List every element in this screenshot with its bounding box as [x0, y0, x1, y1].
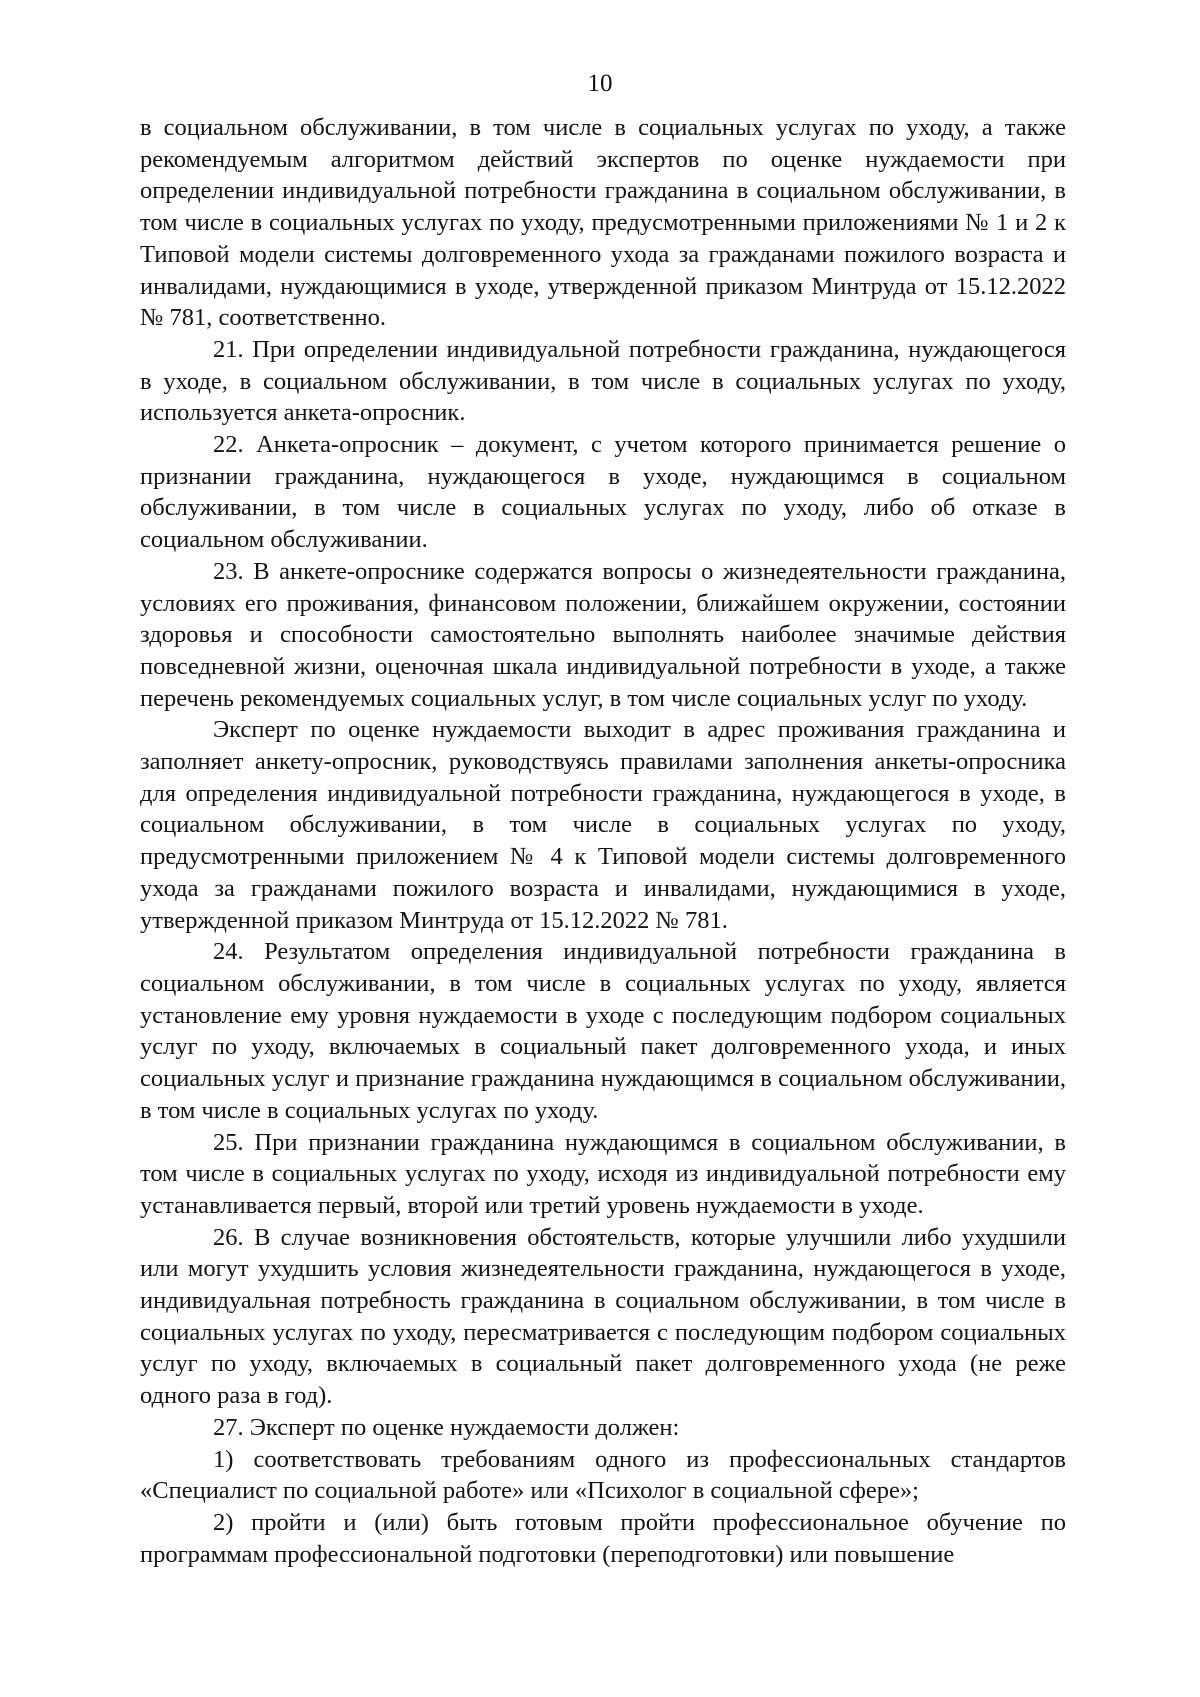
- paragraph-23-expert: Эксперт по оценке нуждаемости выходит в адрес проживания гражданина и заполняет анкету-опросник, руководствуясь правилами заполнения анкеты-опросника для определения индивидуальной потребности гражданина, нуждающегося в уходе, в социальном обслуживании, в том числе в социальных услугах по уходу, предусмотренными приложением № 4 к Типовой модели системы долговременного ухода за гражданами пожилого возраста и инвалидами, нуждающимися в уходе, утвержденной приказом Минтруда от 15.12.2022 № 781.: [140, 716, 1066, 934]
- paragraph-27-item-2: 2) пройти и (или) быть готовым пройти профессиональное обучение по программам профессиональной подготовки (переподготовки) или повышение: [140, 1508, 1066, 1568]
- document-body: [140, 112, 1066, 1570]
- paragraph-22: 22. Анкета-опросник – документ, с учетом которого принимается решение о признании гражданина, нуждающегося в уходе, нуждающимся в социальном обслуживании, в том числе в социальных услугах по уходу, либо об отказе в социальном обслуживании.: [140, 431, 1066, 554]
- paragraph-23: 23. В анкете-опроснике содержатся вопросы о жизнедеятельности гражданина, условиях его проживания, финансовом положении, ближайшем окружении, состоянии здоровья и способности самостоятельно выполнять наиболее значимые действия повседневной жизни, оценочная шкала индивидуальной потребности в уходе, а также перечень рекомендуемых социальных услуг, в том числе социальных услуг по уходу.: [140, 557, 1066, 712]
- paragraph-24: 24. Результатом определения индивидуальной потребности гражданина в социальном обслуживании, в том числе в социальных услугах по уходу, является установление ему уровня нуждаемости в уходе с последующим подбором социальных услуг по уходу, включаемых в социальный пакет долговременного ухода, и иных социальных услуг и признание гражданина нуждающимся в социальном обслуживании, в том числе в социальных услугах по уходу.: [140, 938, 1066, 1124]
- page-number: 10: [587, 70, 613, 97]
- paragraph-26: 26. В случае возникновения обстоятельств, которые улучшили либо ухудшили или могут ухудшить условия жизнедеятельности гражданина, нуждающегося в уходе, индивидуальная потребность гражданина в социальном обслуживании, в том числе в социальных услугах по уходу, пересматривается с последующим подбором социальных услуг по уходу, включаемых в социальный пакет долговременного ухода (не реже одного раза в год).: [140, 1223, 1066, 1410]
- paragraph-27-item-1: 1) соответствовать требованиям одного из профессиональных стандартов «Специалист по социальной работе» или «Психолог в социальной сфере»;: [140, 1445, 1066, 1505]
- paragraph-25: 25. При признании гражданина нуждающимся в социальном обслуживании, в том числе в социальных услугах по уходу, исходя из индивидуальной потребности ему устанавливается первый, второй или третий уровень нуждаемости в уходе.: [140, 1128, 1066, 1219]
- paragraph-27: 27. Эксперт по оценке нуждаемости должен:: [213, 1413, 680, 1441]
- paragraph-continuation: в социальном обслуживании, в том числе в социальных услугах по уходу, а также рекомендуемым алгоритмом действий экспертов по оценке нуждаемости при определении индивидуальной потребности гражданина в социальном обслуживании, в том числе в социальных услугах по уходу, предусмотренными приложениями № 1 и 2 к Типовой модели системы долговременного ухода за гражданами пожилого возраста и инвалидами, нуждающимися в уходе, утвержденной приказом Минтруда от 15.12.2022 № 781, соответственно.: [140, 114, 1066, 332]
- paragraph-21: 21. При определении индивидуальной потребности гражданина, нуждающегося в уходе, в социальном обслуживании, в том числе в социальных услугах по уходу, используется анкета-опросник.: [140, 335, 1066, 427]
